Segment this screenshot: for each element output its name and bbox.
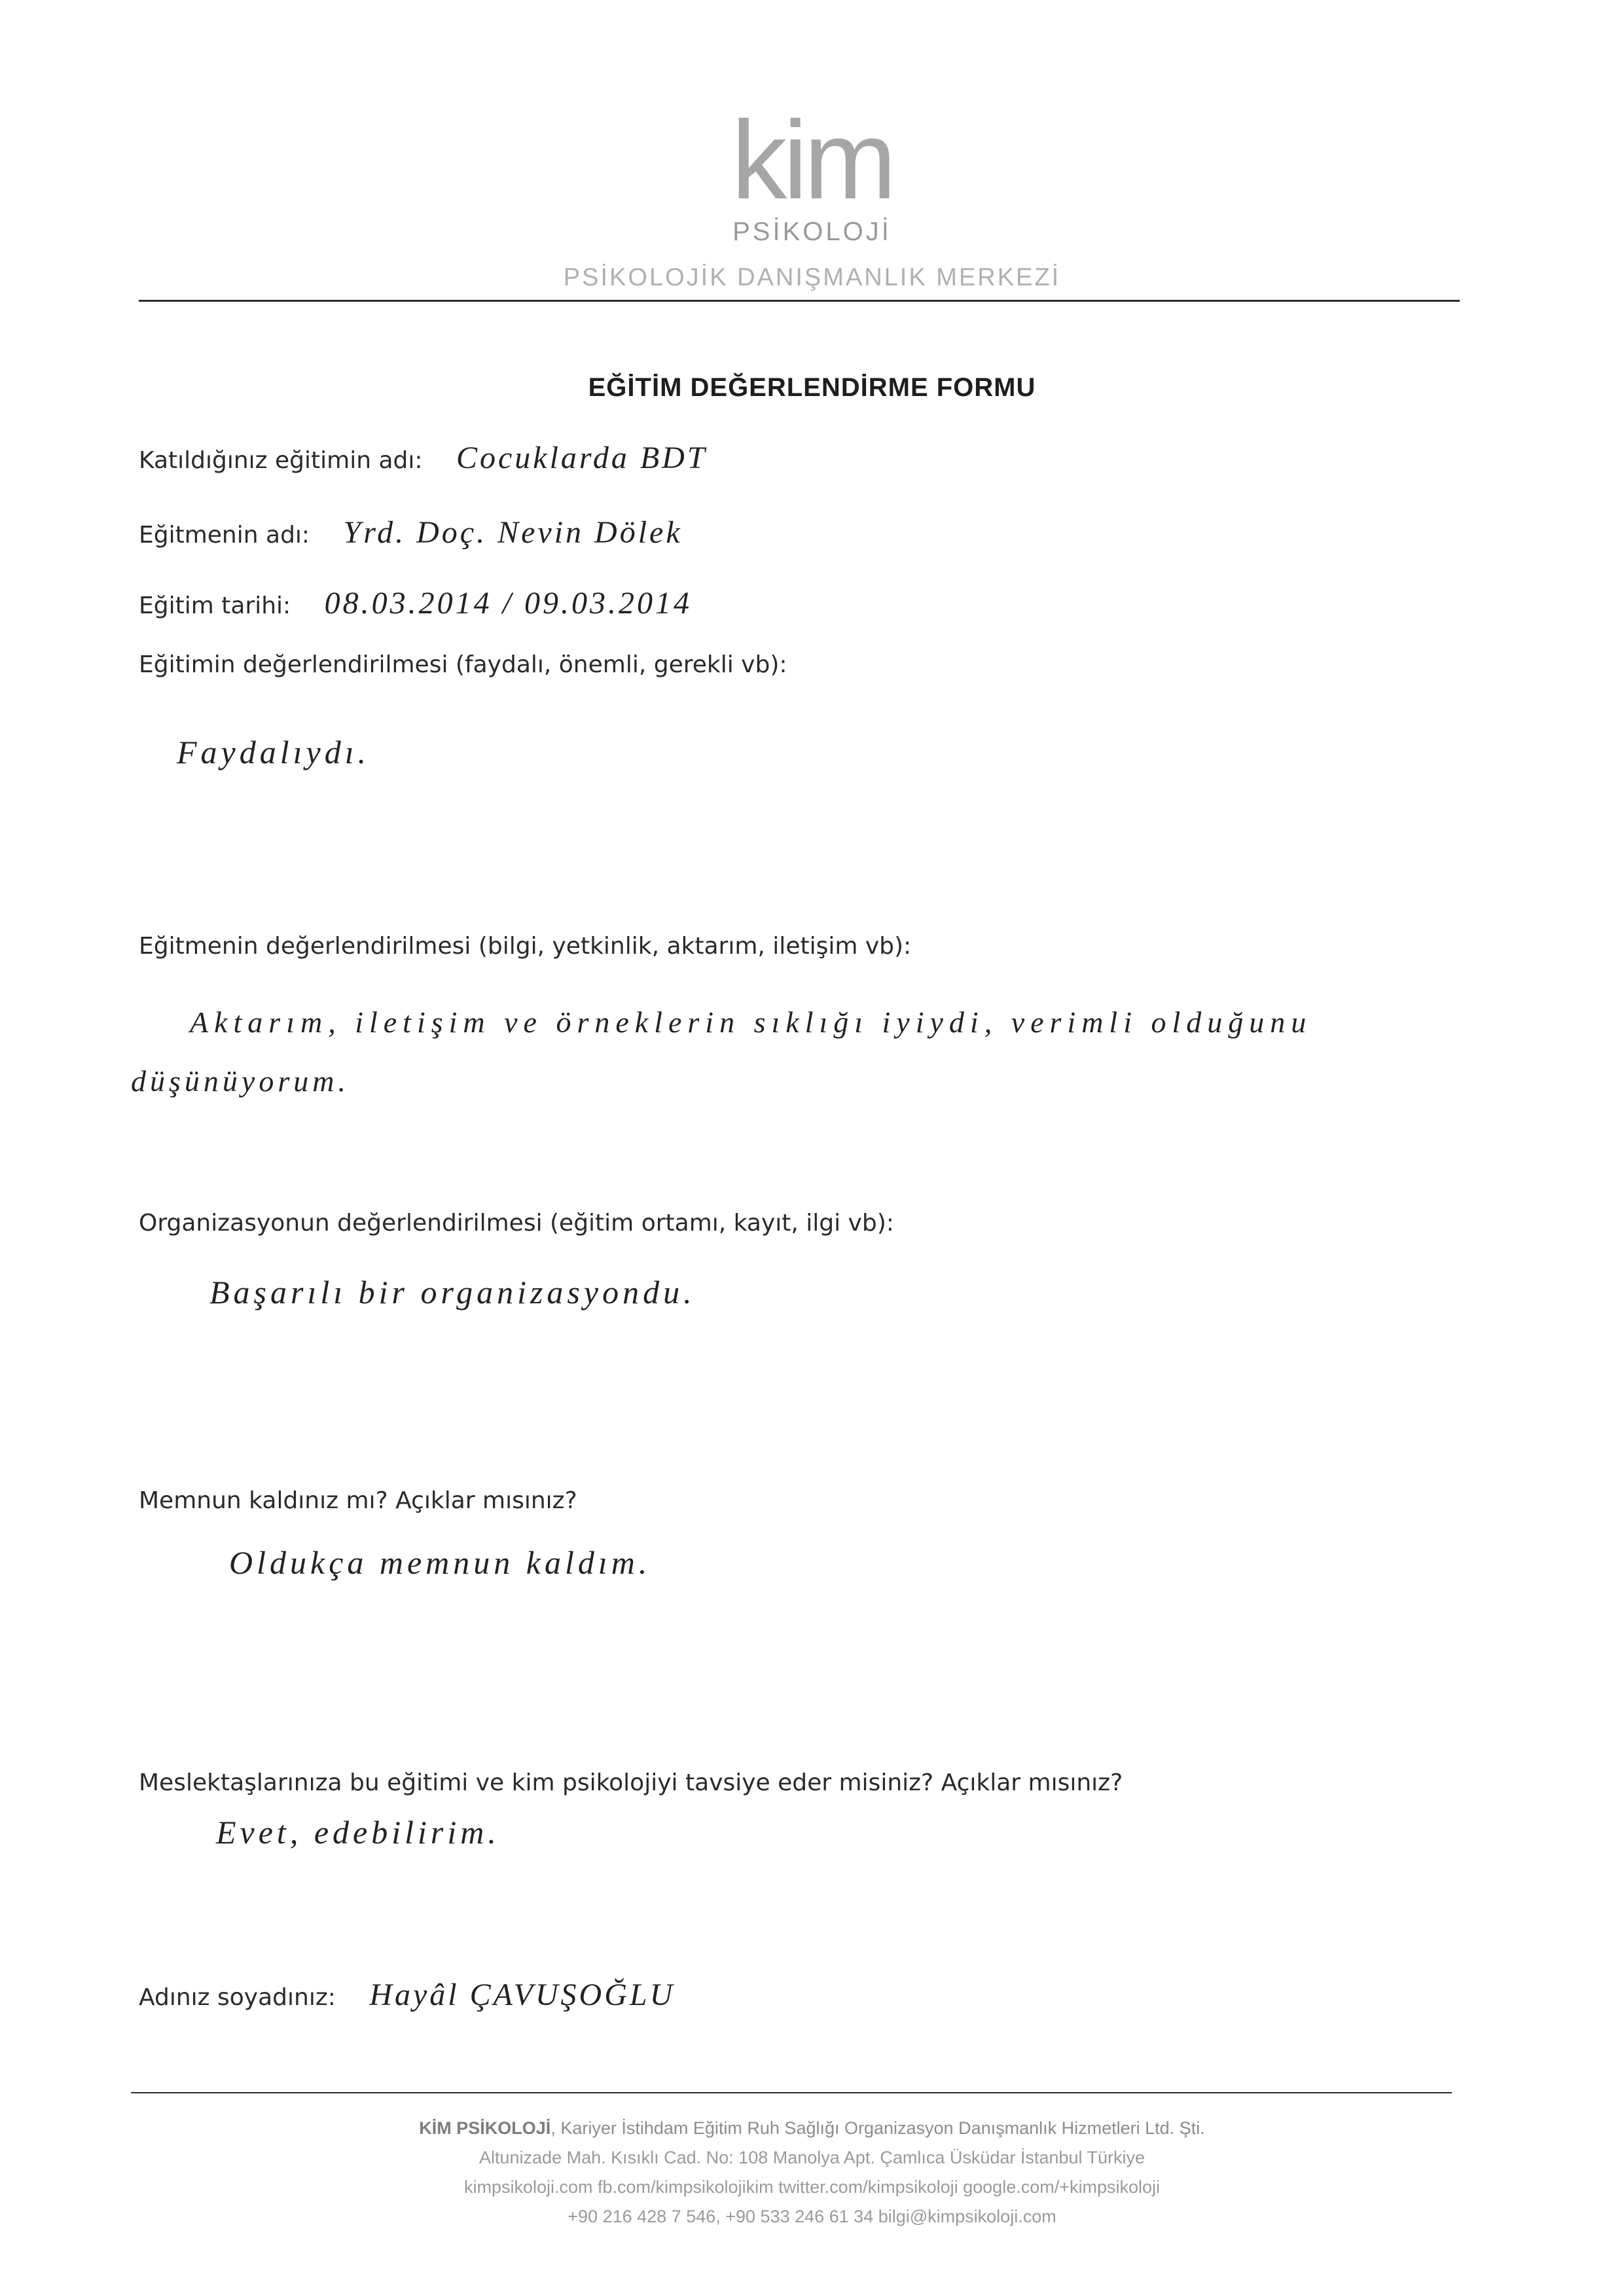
company-logo <box>0 98 1624 292</box>
header-divider <box>139 300 1460 302</box>
answer-satisfaction[interactable]: Oldukça memnun kaldım. <box>229 1544 651 1581</box>
footer-contact: +90 216 428 7 546, +90 533 246 61 34 bilgi@kimpsikoloji.com <box>568 2207 1056 2226</box>
question-training-evaluation: Eğitimin değerlendirilmesi (faydalı, önemli, gerekli vb): <box>139 651 787 678</box>
footer <box>0 2118 1624 2227</box>
training-date-label: Eğitim tarihi: <box>139 592 291 619</box>
footer-company-rest: , Kariyer İstihdam Eğitim Ruh Sağlığı Organizasyon Danışmanlık Hizmetleri Ltd. Şti. <box>550 2118 1205 2138</box>
name-surname-value[interactable]: Hayâl ÇAVUŞOĞLU <box>369 1978 676 2012</box>
trainer-name-value[interactable]: Yrd. Doç. Nevin Dölek <box>343 515 683 550</box>
answer-trainer-evaluation[interactable]: Aktarım, iletişim ve örneklerin sıklığı iyiydi, verimli olduğunu <box>190 1005 1312 1039</box>
answer-recommendation[interactable]: Evet, edebilirim. <box>216 1814 500 1851</box>
name-surname-label: Adınız soyadınız: <box>139 1984 336 2011</box>
trainer-name-label: Eğitmenin adı: <box>139 522 310 549</box>
footer-company <box>0 2118 1624 2139</box>
training-date-value[interactable]: 08.03.2014 / 09.03.2014 <box>324 586 692 621</box>
question-satisfaction: Memnun kaldınız mı? Açıklar mısınız? <box>139 1487 577 1514</box>
logo-tagline: PSİKOLOJİK DANIŞMANLIK MERKEZİ <box>563 264 1061 291</box>
answer-organization-evaluation[interactable]: Başarılı bir organizasyondu. <box>209 1274 696 1310</box>
answer-training-evaluation[interactable]: Faydalıydı. <box>177 734 370 770</box>
footer-address: Altunizade Mah. Kısıklı Cad. No: 108 Manolya Apt. Çamlıca Üsküdar İstanbul Türkiye <box>479 2148 1145 2167</box>
answer-trainer-evaluation-cont[interactable]: düşünüyorum. <box>131 1064 350 1098</box>
footer-divider <box>131 2092 1452 2093</box>
logo-mark: kim <box>731 98 893 223</box>
training-date-row <box>139 585 1519 621</box>
footer-company-name: KİM PSİKOLOJİ <box>419 2118 551 2138</box>
training-name-value[interactable]: Cocuklarda BDT <box>456 441 708 475</box>
question-trainer-evaluation: Eğitmenin değerlendirilmesi (bilgi, yetkinlik, aktarım, iletişim vb): <box>139 933 912 960</box>
footer-web: kimpsikoloji.com fb.com/kimpsikolojikim twitter.com/kimpsikoloji google.com/+kimpsikoloji <box>463 2177 1161 2197</box>
training-name-row <box>139 440 1519 476</box>
training-name-label: Katıldığınız eğitimin adı: <box>139 447 423 474</box>
question-recommendation: Meslektaşlarınıza bu eğitimi ve kim psikolojiyi tavsiye eder misiniz? Açıklar mısınız? <box>139 1769 1123 1796</box>
name-surname-row <box>139 1977 1519 2013</box>
logo-subtitle: PSİKOLOJİ <box>732 217 892 246</box>
question-organization-evaluation: Organizasyonun değerlendirilmesi (eğitim ortamı, kayıt, ilgi vb): <box>139 1210 894 1237</box>
trainer-name-row <box>139 515 1519 551</box>
form-title: EĞİTİM DEĞERLENDİRME FORMU <box>588 373 1036 402</box>
